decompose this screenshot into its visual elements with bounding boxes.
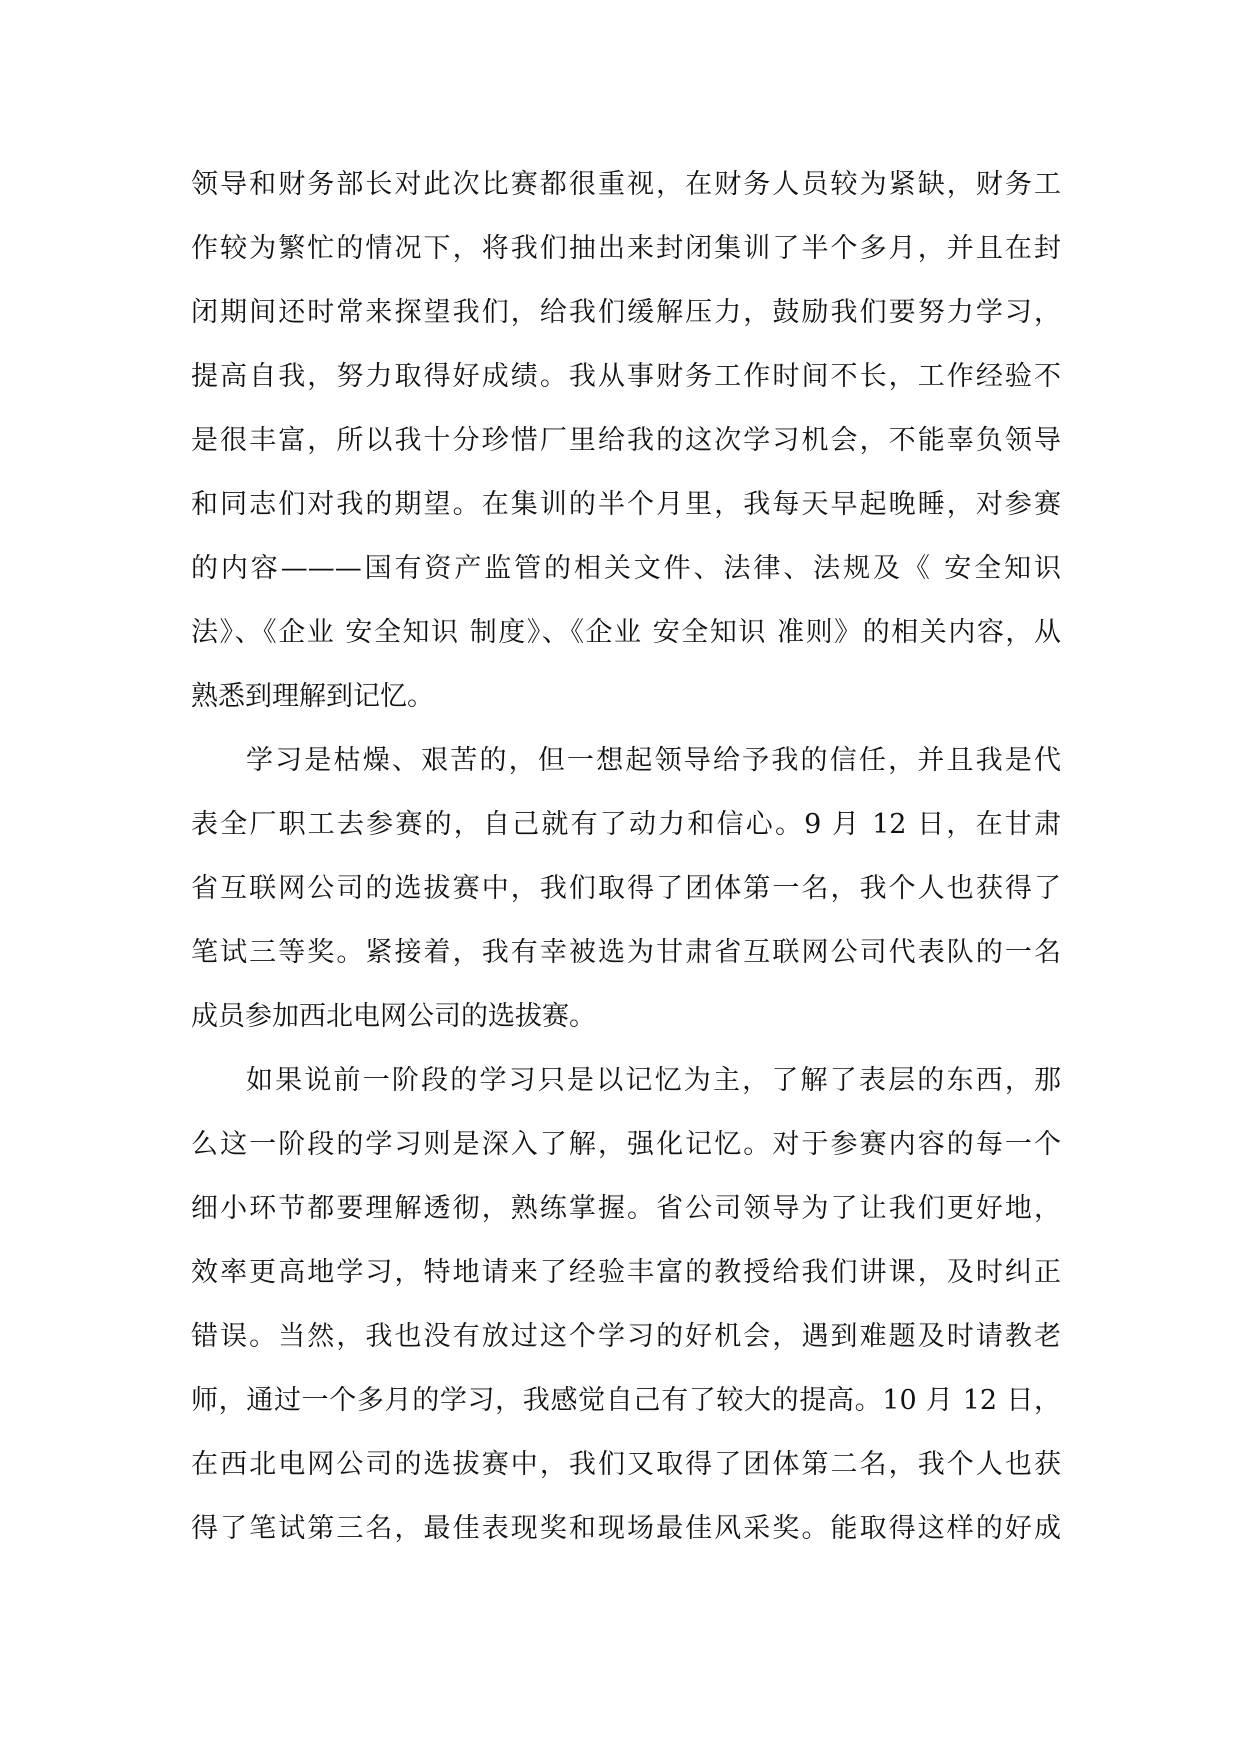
text-line: 法》、《企业 安全知识 制度》、《企业 安全知识 准则》的相关内容，从 (191, 617, 1061, 648)
document-body (191, 153, 1061, 1561)
text-line: 师，通过一个多月的学习，我感觉自己有了较大的提高。10 月 12 日， (191, 1385, 1061, 1416)
text-line: 闭期间还时常来探望我们，给我们缓解压力，鼓励我们要努力学习， (191, 297, 1061, 328)
text-line: 细小环节都要理解透彻，熟练掌握。省公司领导为了让我们更好地， (191, 1193, 1061, 1224)
text-line: 错误。当然，我也没有放过这个学习的好机会，遇到难题及时请教老 (191, 1321, 1061, 1352)
text-line: 表全厂职工去参赛的，自己就有了动力和信心。9 月 12 日，在甘肃 (191, 809, 1061, 840)
text-line: 笔试三等奖。紧接着，我有幸被选为甘肃省互联网公司代表队的一名 (191, 937, 1061, 968)
text-line: 和同志们对我的期望。在集训的半个月里，我每天早起晚睡，对参赛 (191, 489, 1061, 520)
text-line: 如果说前一阶段的学习只是以记忆为主，了解了表层的东西，那 (246, 1065, 1061, 1096)
text-line: 作较为繁忙的情况下，将我们抽出来封闭集训了半个多月，并且在封 (191, 233, 1061, 264)
text-line: 成员参加西北电网公司的选拔赛。 (191, 1001, 596, 1032)
text-line: 省互联网公司的选拔赛中，我们取得了团体第一名，我个人也获得了 (191, 873, 1061, 904)
text-line: 效率更高地学习，特地请来了经验丰富的教授给我们讲课，及时纠正 (191, 1257, 1061, 1288)
text-line: 领导和财务部长对此次比赛都很重视，在财务人员较为紧缺，财务工 (191, 169, 1061, 200)
text-line: 在西北电网公司的选拔赛中，我们又取得了团体第二名，我个人也获 (191, 1449, 1061, 1480)
text-line: 学习是枯燥、艰苦的，但一想起领导给予我的信任，并且我是代 (246, 745, 1061, 776)
text-line: 得了笔试第三名，最佳表现奖和现场最佳风采奖。能取得这样的好成 (191, 1513, 1061, 1544)
text-line: 提高自我，努力取得好成绩。我从事财务工作时间不长，工作经验不 (191, 361, 1061, 392)
text-line: 的内容———国有资产监管的相关文件、法律、法规及《 安全知识 (191, 553, 1061, 584)
text-line: 么这一阶段的学习则是深入了解，强化记忆。对于参赛内容的每一个 (191, 1129, 1061, 1160)
text-line: 是很丰富，所以我十分珍惜厂里给我的这次学习机会，不能辜负领导 (191, 425, 1061, 456)
text-line: 熟悉到理解到记忆。 (191, 681, 434, 712)
